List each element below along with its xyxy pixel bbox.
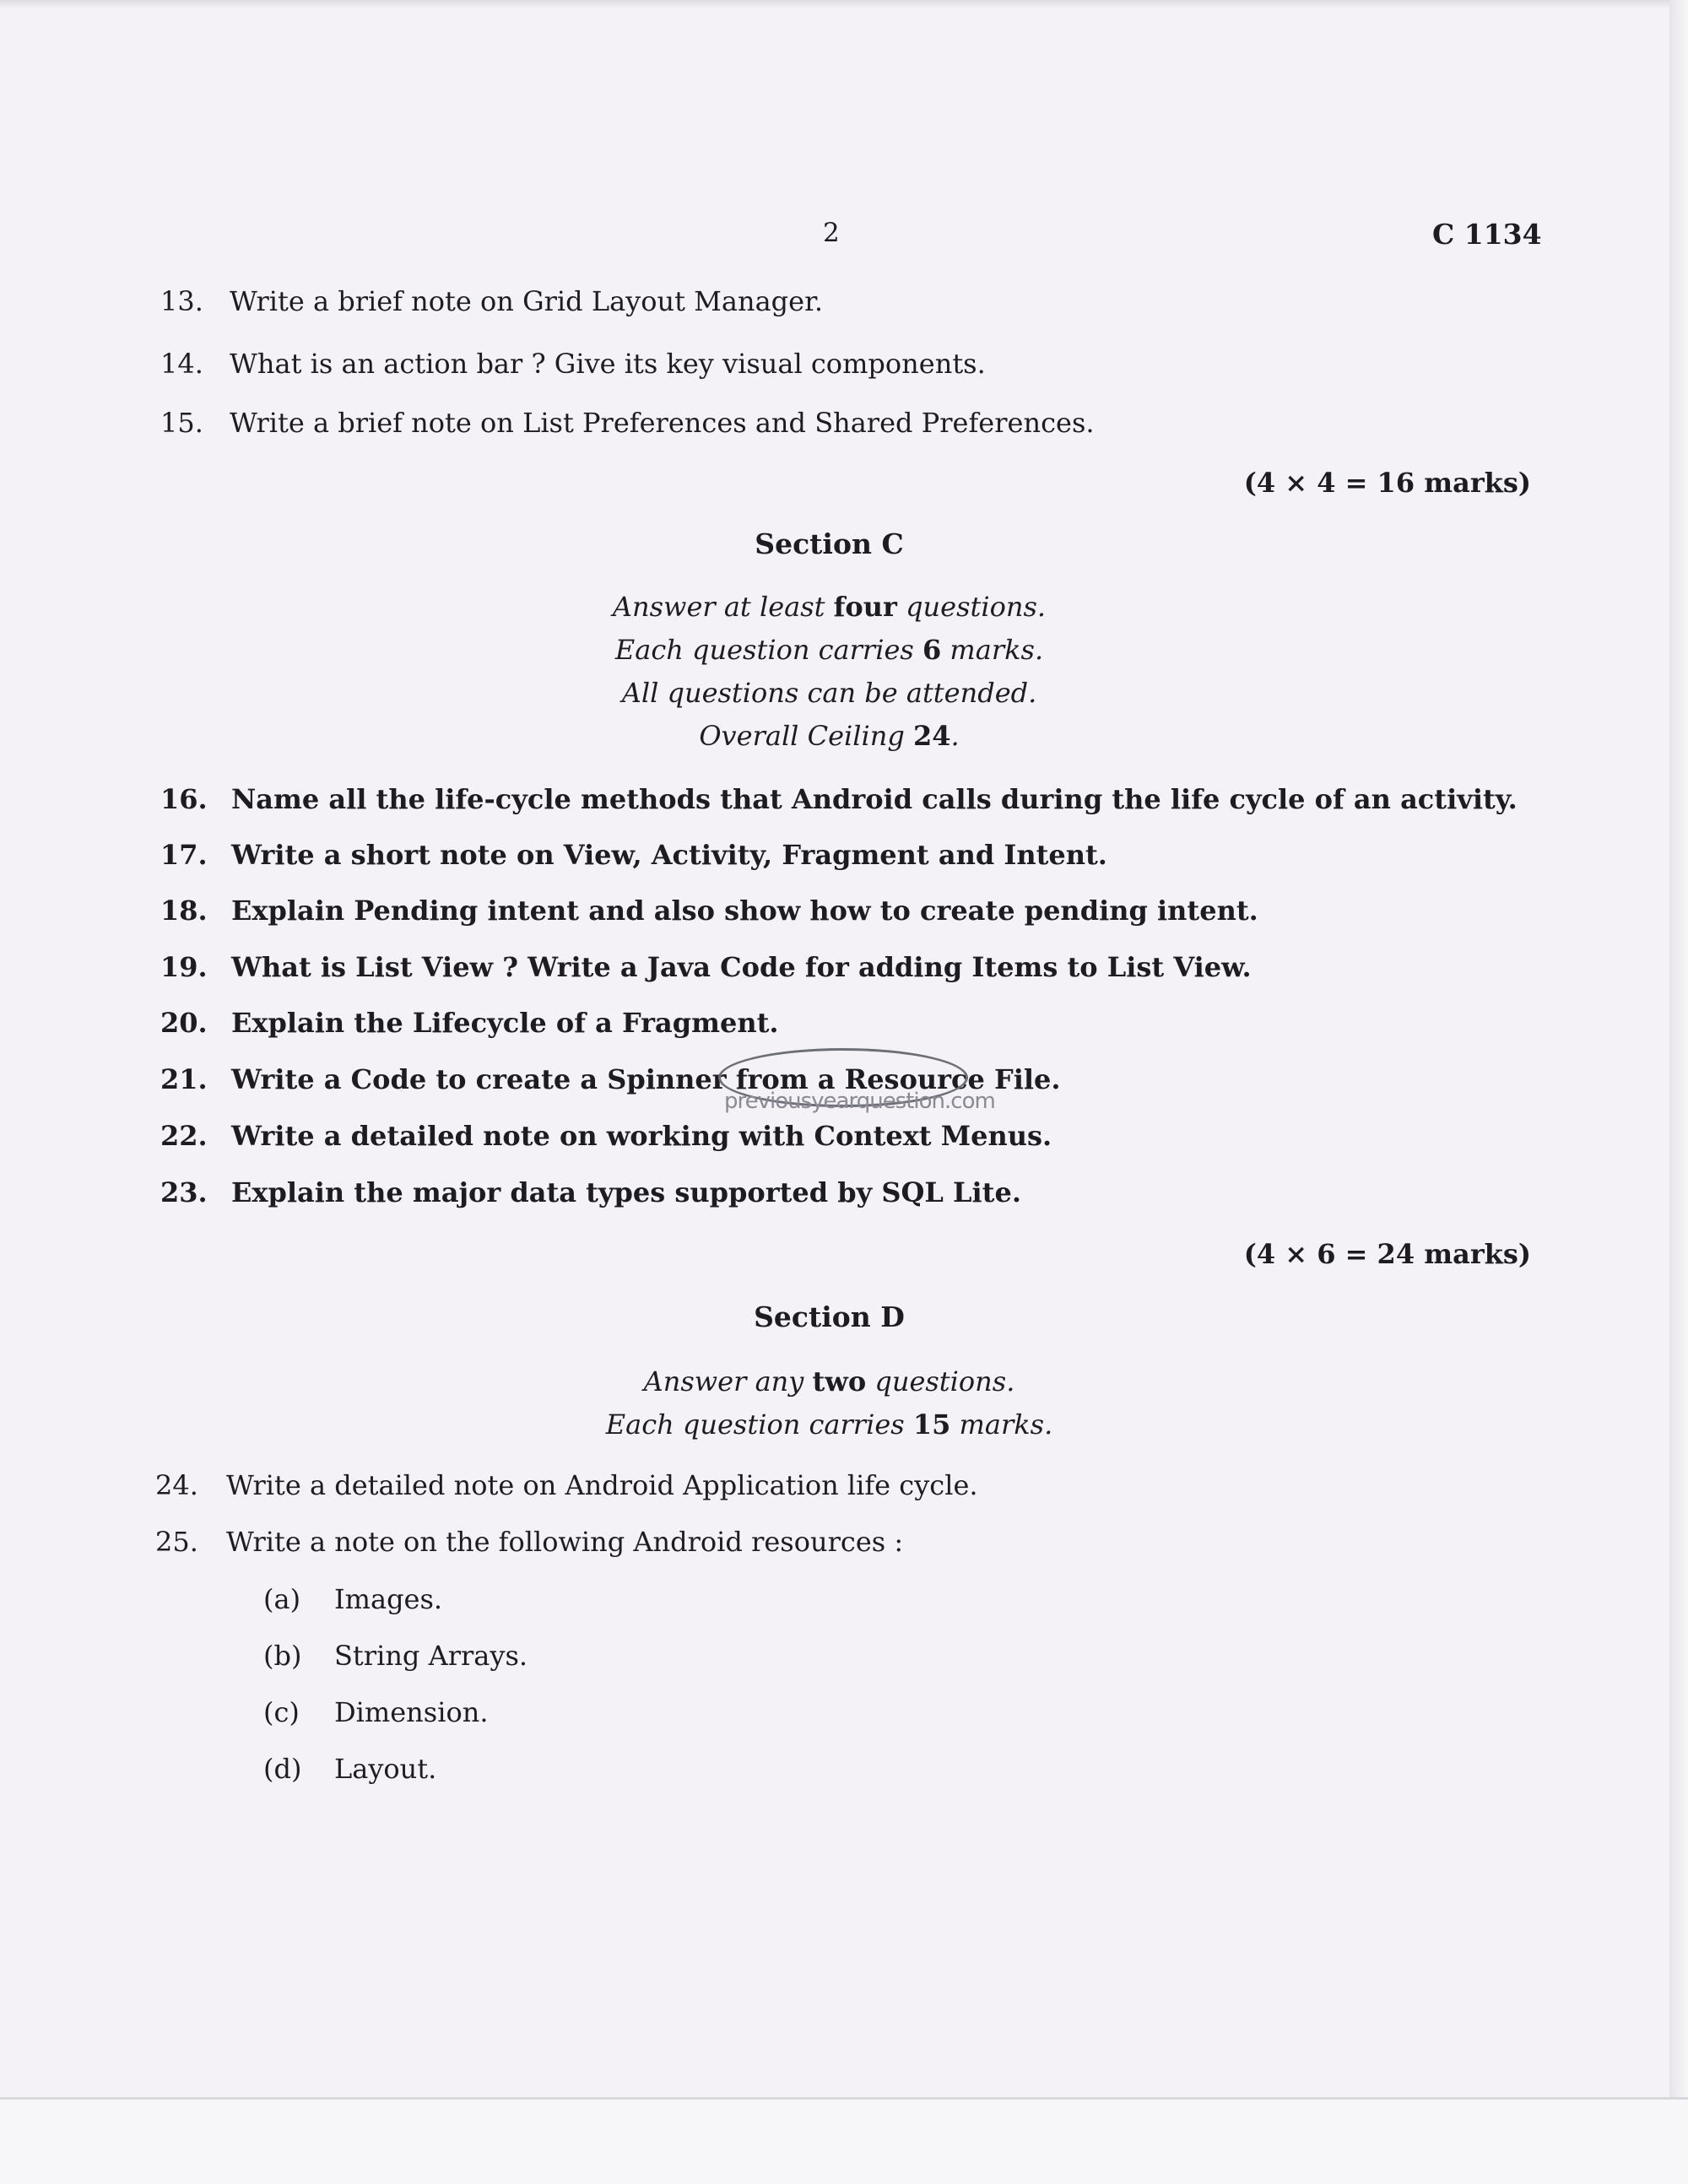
question-16 — [160, 783, 1518, 815]
question-number: 17. — [160, 839, 208, 871]
question-number: 16. — [160, 783, 208, 815]
question-number: 23. — [160, 1176, 208, 1208]
question-text: Write a short note on View, Activity, Fragment and Intent. — [231, 839, 1107, 871]
question-17 — [160, 839, 1107, 871]
question-19 — [160, 951, 1252, 983]
question-number: 14. — [160, 348, 203, 380]
sub-item-text: Dimension. — [334, 1696, 489, 1728]
sub-item-label: (c) — [263, 1696, 300, 1728]
sub-item-text: String Arrays. — [334, 1640, 528, 1672]
question-number: 20. — [160, 1007, 208, 1039]
section-c-instruction-1: Answer at least four questions. — [612, 591, 1047, 623]
sub-item-label: (a) — [263, 1583, 301, 1615]
question-14 — [160, 348, 986, 380]
question-text: Write a brief note on Grid Layout Manager. — [230, 285, 824, 317]
question-number: 18. — [160, 895, 208, 927]
question-text: What is an action bar ? Give its key visual components. — [230, 348, 986, 380]
question-20 — [160, 1007, 779, 1039]
question-text: Explain the Lifecycle of a Fragment. — [231, 1007, 779, 1039]
question-number: 22. — [160, 1120, 208, 1152]
question-text: What is List View ? Write a Java Code for adding Items to List View. — [231, 951, 1252, 983]
section-c-instruction-2: Each question carries 6 marks. — [614, 634, 1044, 666]
section-c-marks: (4 × 6 = 24 marks) — [1243, 1238, 1531, 1270]
section-c-title: Section C — [755, 527, 904, 560]
question-text: Explain Pending intent and also show how to create pending intent. — [231, 895, 1258, 927]
sub-item-text: Layout. — [334, 1753, 437, 1785]
section-c-instruction-4: Overall Ceiling 24. — [699, 720, 960, 752]
section-b-marks: (4 × 4 = 16 marks) — [1243, 467, 1531, 499]
question-number: 15. — [160, 407, 203, 439]
sub-item-a — [263, 1583, 442, 1615]
section-d-instruction-1: Answer any two questions. — [643, 1365, 1015, 1397]
page-number: 2 — [823, 218, 840, 248]
sub-item-b — [263, 1640, 528, 1672]
question-18 — [160, 895, 1258, 927]
question-22 — [160, 1120, 1052, 1152]
sub-item-label: (d) — [263, 1753, 302, 1785]
scan-bottom-margin — [0, 2097, 1688, 2184]
question-text: Write a note on the following Android resources : — [226, 1526, 904, 1558]
paper-code: C 1134 — [1432, 218, 1542, 251]
question-number: 19. — [160, 951, 208, 983]
question-text: Write a Code to create a Spinner from a Resource File. — [231, 1063, 1061, 1095]
sub-item-label: (b) — [263, 1640, 302, 1672]
question-number: 13. — [160, 285, 203, 317]
sub-item-text: Images. — [334, 1583, 443, 1615]
question-15 — [160, 407, 1095, 439]
sub-item-c — [263, 1696, 488, 1728]
question-number: 21. — [160, 1063, 208, 1095]
question-13 — [160, 285, 823, 317]
question-text: Name all the life-cycle methods that Android calls during the life cycle of an activity. — [231, 783, 1518, 815]
question-text: Write a detailed note on working with Context Menus. — [231, 1120, 1052, 1152]
question-text: Write a brief note on List Preferences and Shared Preferences. — [230, 407, 1095, 439]
question-text: Write a detailed note on Android Application life cycle. — [226, 1469, 978, 1501]
question-24 — [155, 1469, 978, 1501]
section-d-title: Section D — [754, 1300, 905, 1333]
question-number: 25. — [155, 1526, 198, 1558]
section-d-instruction-2: Each question carries 15 marks. — [605, 1408, 1053, 1441]
question-23 — [160, 1176, 1021, 1208]
watermark-text: previousyearquestion.com — [724, 1089, 995, 1114]
question-25 — [155, 1526, 903, 1558]
sub-item-d — [263, 1753, 436, 1785]
question-text: Explain the major data types supported by SQL Lite. — [231, 1176, 1021, 1208]
section-c-instruction-3: All questions can be attended. — [621, 677, 1037, 709]
question-number: 24. — [155, 1469, 198, 1501]
